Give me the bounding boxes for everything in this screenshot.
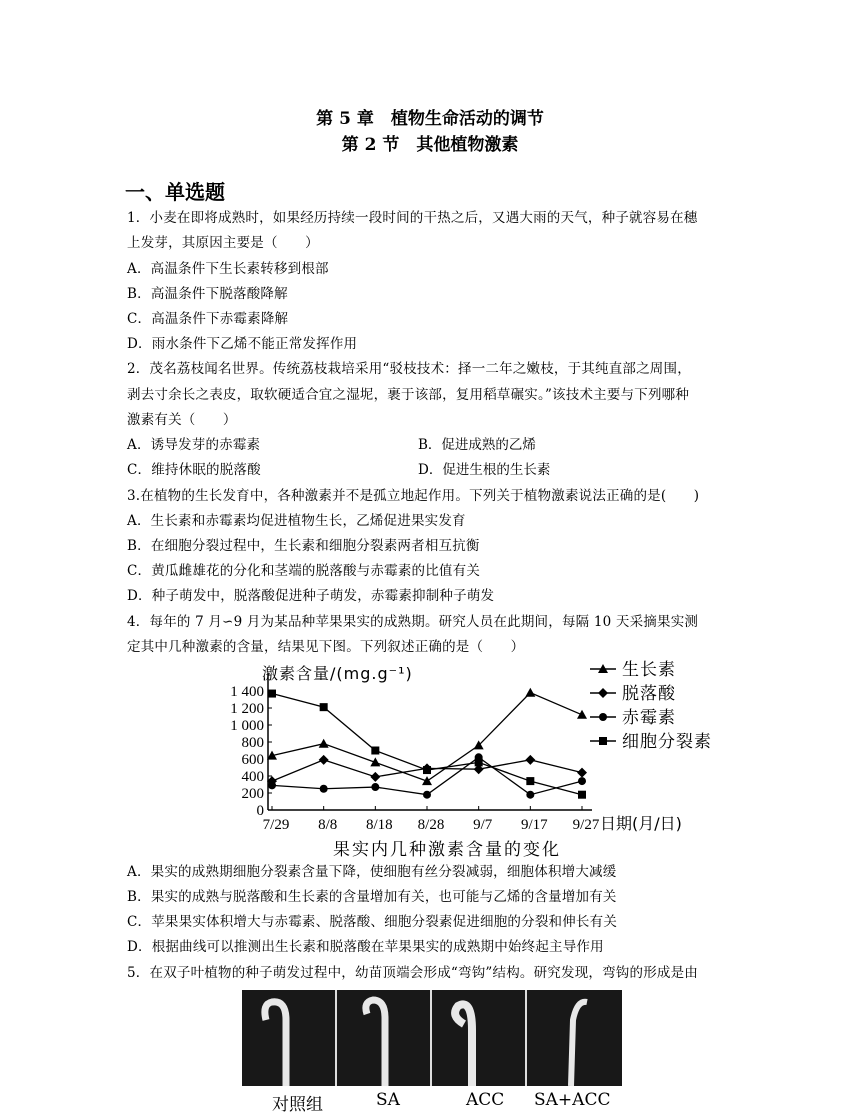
data-point-3-2 — [371, 747, 379, 755]
seedling-photo-control — [242, 990, 337, 1086]
data-point-2-5 — [526, 791, 534, 799]
q2-option-c: C．维持休眠的脱落酸 — [127, 462, 261, 478]
q1-stem-line2: 上发芽，其原因主要是（ ） — [127, 235, 319, 251]
part-title: 一、单选题 — [125, 180, 225, 204]
photo-label-control: 对照组 — [272, 1095, 323, 1115]
legend-marker-3 — [599, 737, 607, 745]
data-point-1-5 — [525, 755, 535, 765]
photo-label-sa: SA — [376, 1090, 400, 1110]
q3-option-a: A．生长素和赤霉素均促进植物生长，乙烯促进果实发育 — [127, 513, 466, 529]
q2-option-b: B．促进成熟的乙烯 — [418, 437, 536, 453]
x-tick-label-8/18: 8/18 — [365, 817, 393, 833]
data-point-2-2 — [371, 783, 379, 791]
q1-option-c: C．高温条件下赤霉素降解 — [127, 311, 289, 327]
q4-stem-line1: 4．每年的 7 月∽9 月为某品种苹果果实的成熟期。研究人员在此期间，每隔 10 天采摘果实测 — [127, 614, 699, 630]
data-point-0-2 — [370, 757, 380, 766]
legend-marker-1 — [598, 688, 608, 698]
x-tick-label-9/27: 9/27 — [572, 817, 600, 833]
q2-stem-line1: 2．茂名荔枝闻名世界。传统荔枝栽培采用“驳枝技术：择一二年之嫩枝，于其纯直部之周围， — [127, 361, 691, 377]
y-tick-label: 1 200 — [230, 701, 264, 717]
hormone-line-chart — [212, 655, 722, 860]
q4-option-b: B．果实的成熟与脱落酸和生长素的含量增加有关，也可能与乙烯的含量增加有关 — [127, 889, 617, 905]
x-axis-label: 日期(月/日) — [600, 814, 682, 833]
x-tick-label-9/17: 9/17 — [520, 817, 548, 833]
y-tick-label: 800 — [241, 735, 264, 751]
q3-stem: 3.在植物的生长发育中，各种激素并不是孤立地起作用。下列关于植物激素说法正确的是( ) — [127, 488, 700, 504]
q2-option-a: A．诱导发芽的赤霉素 — [127, 437, 261, 453]
q3-option-b: B．在细胞分裂过程中，生长素和细胞分裂素两者相互抗衡 — [127, 538, 480, 554]
q5-stem: 5．在双子叶植物的种子萌发过程中，幼苗顶端会形成“弯钩”结构。研究发现，弯钩的形成是由 — [127, 965, 698, 981]
x-tick-label-8/28: 8/28 — [417, 817, 445, 833]
q4-option-c: C．苹果果实体积增大与赤霉素、脱落酸、细胞分裂素促进细胞的分裂和伸长有关 — [127, 914, 618, 930]
q4-option-d: D．根据曲线可以推测出生长素和脱落酸在苹果果实的成熟期中始终起主导作用 — [127, 939, 604, 955]
y-tick-label: 600 — [241, 752, 264, 768]
y-tick-label: 1 400 — [230, 684, 264, 700]
q1-option-b: B．高温条件下脱落酸降解 — [127, 286, 288, 302]
y-tick-label: 400 — [241, 769, 264, 785]
data-point-1-6 — [577, 768, 587, 778]
data-point-3-5 — [526, 777, 534, 785]
y-tick-label: 1 000 — [230, 718, 264, 734]
legend-label-2: 赤霉素 — [622, 708, 676, 728]
data-point-0-5 — [525, 688, 535, 697]
data-point-3-1 — [320, 703, 328, 711]
q3-option-d: D．种子萌发中，脱落酸促进种子萌发，赤霉素抑制种子萌发 — [127, 588, 495, 604]
x-tick-label-8/8: 8/8 — [318, 817, 338, 833]
seedling-photo-strip — [242, 990, 622, 1086]
legend-label-1: 脱落酸 — [622, 684, 676, 704]
data-point-1-1 — [319, 755, 329, 765]
y-axis-label: 激素含量/(mg.g⁻¹) — [262, 664, 413, 683]
data-point-2-1 — [320, 785, 328, 793]
legend-label-0: 生长素 — [622, 660, 676, 680]
x-tick-label-9/7: 9/7 — [473, 817, 493, 833]
data-point-1-2 — [370, 772, 380, 782]
q3-option-c: C．黄瓜雌雄花的分化和茎端的脱落酸与赤霉素的比值有关 — [127, 563, 481, 579]
q4-stem-line2: 定其中几种激素的含量，结果见下图。下列叙述正确的是（ ） — [127, 639, 525, 655]
series-line-2 — [272, 757, 582, 794]
q2-stem-line2: 剥去寸余长之表皮，取软硬适合宜之湿坭，裹于该部，复用稻草碾实。”该技术主要与下列哪种 — [127, 387, 690, 403]
data-point-2-6 — [578, 777, 586, 785]
seedling-photo-sa — [337, 990, 432, 1086]
chart-title: 果实内几种激素含量的变化 — [333, 840, 561, 860]
seedling-photo-sa-acc — [527, 990, 622, 1086]
data-point-3-3 — [423, 766, 431, 774]
q2-option-d: D．促进生根的生长素 — [418, 462, 551, 478]
q2-stem-line3: 激素有关（ ） — [127, 412, 237, 428]
q1-option-d: D．雨水条件下乙烯不能正常发挥作用 — [127, 336, 358, 352]
data-point-3-0 — [268, 690, 276, 698]
legend-label-3: 细胞分裂素 — [622, 732, 712, 752]
chapter-title: 第 5 章 植物生命活动的调节 — [316, 109, 544, 129]
legend-marker-2 — [599, 713, 607, 721]
q4-option-a: A．果实的成熟期细胞分裂素含量下降，使细胞有丝分裂减弱，细胞体积增大减缓 — [127, 864, 617, 880]
y-tick-label: 0 — [256, 803, 264, 819]
photo-label-acc: ACC — [466, 1090, 505, 1110]
photo-label-sa-acc: SA+ACC — [534, 1090, 611, 1110]
data-point-0-3 — [422, 776, 432, 785]
data-point-0-1 — [319, 739, 329, 748]
seedling-photo-acc — [432, 990, 527, 1086]
data-point-3-4 — [475, 758, 483, 766]
data-point-2-3 — [423, 791, 431, 799]
q1-option-a: A．高温条件下生长素转移到根部 — [127, 261, 329, 277]
q1-stem-line1: 1．小麦在即将成熟时，如果经历持续一段时间的干热之后，又遇大雨的天气，种子就容易在穗 — [127, 210, 698, 226]
data-point-3-6 — [578, 791, 586, 799]
section-title: 第 2 节 其他植物激素 — [341, 135, 519, 155]
x-tick-label-7/29: 7/29 — [262, 817, 290, 833]
data-point-0-6 — [577, 710, 587, 719]
y-tick-label: 200 — [241, 786, 264, 802]
data-point-2-0 — [268, 781, 276, 789]
